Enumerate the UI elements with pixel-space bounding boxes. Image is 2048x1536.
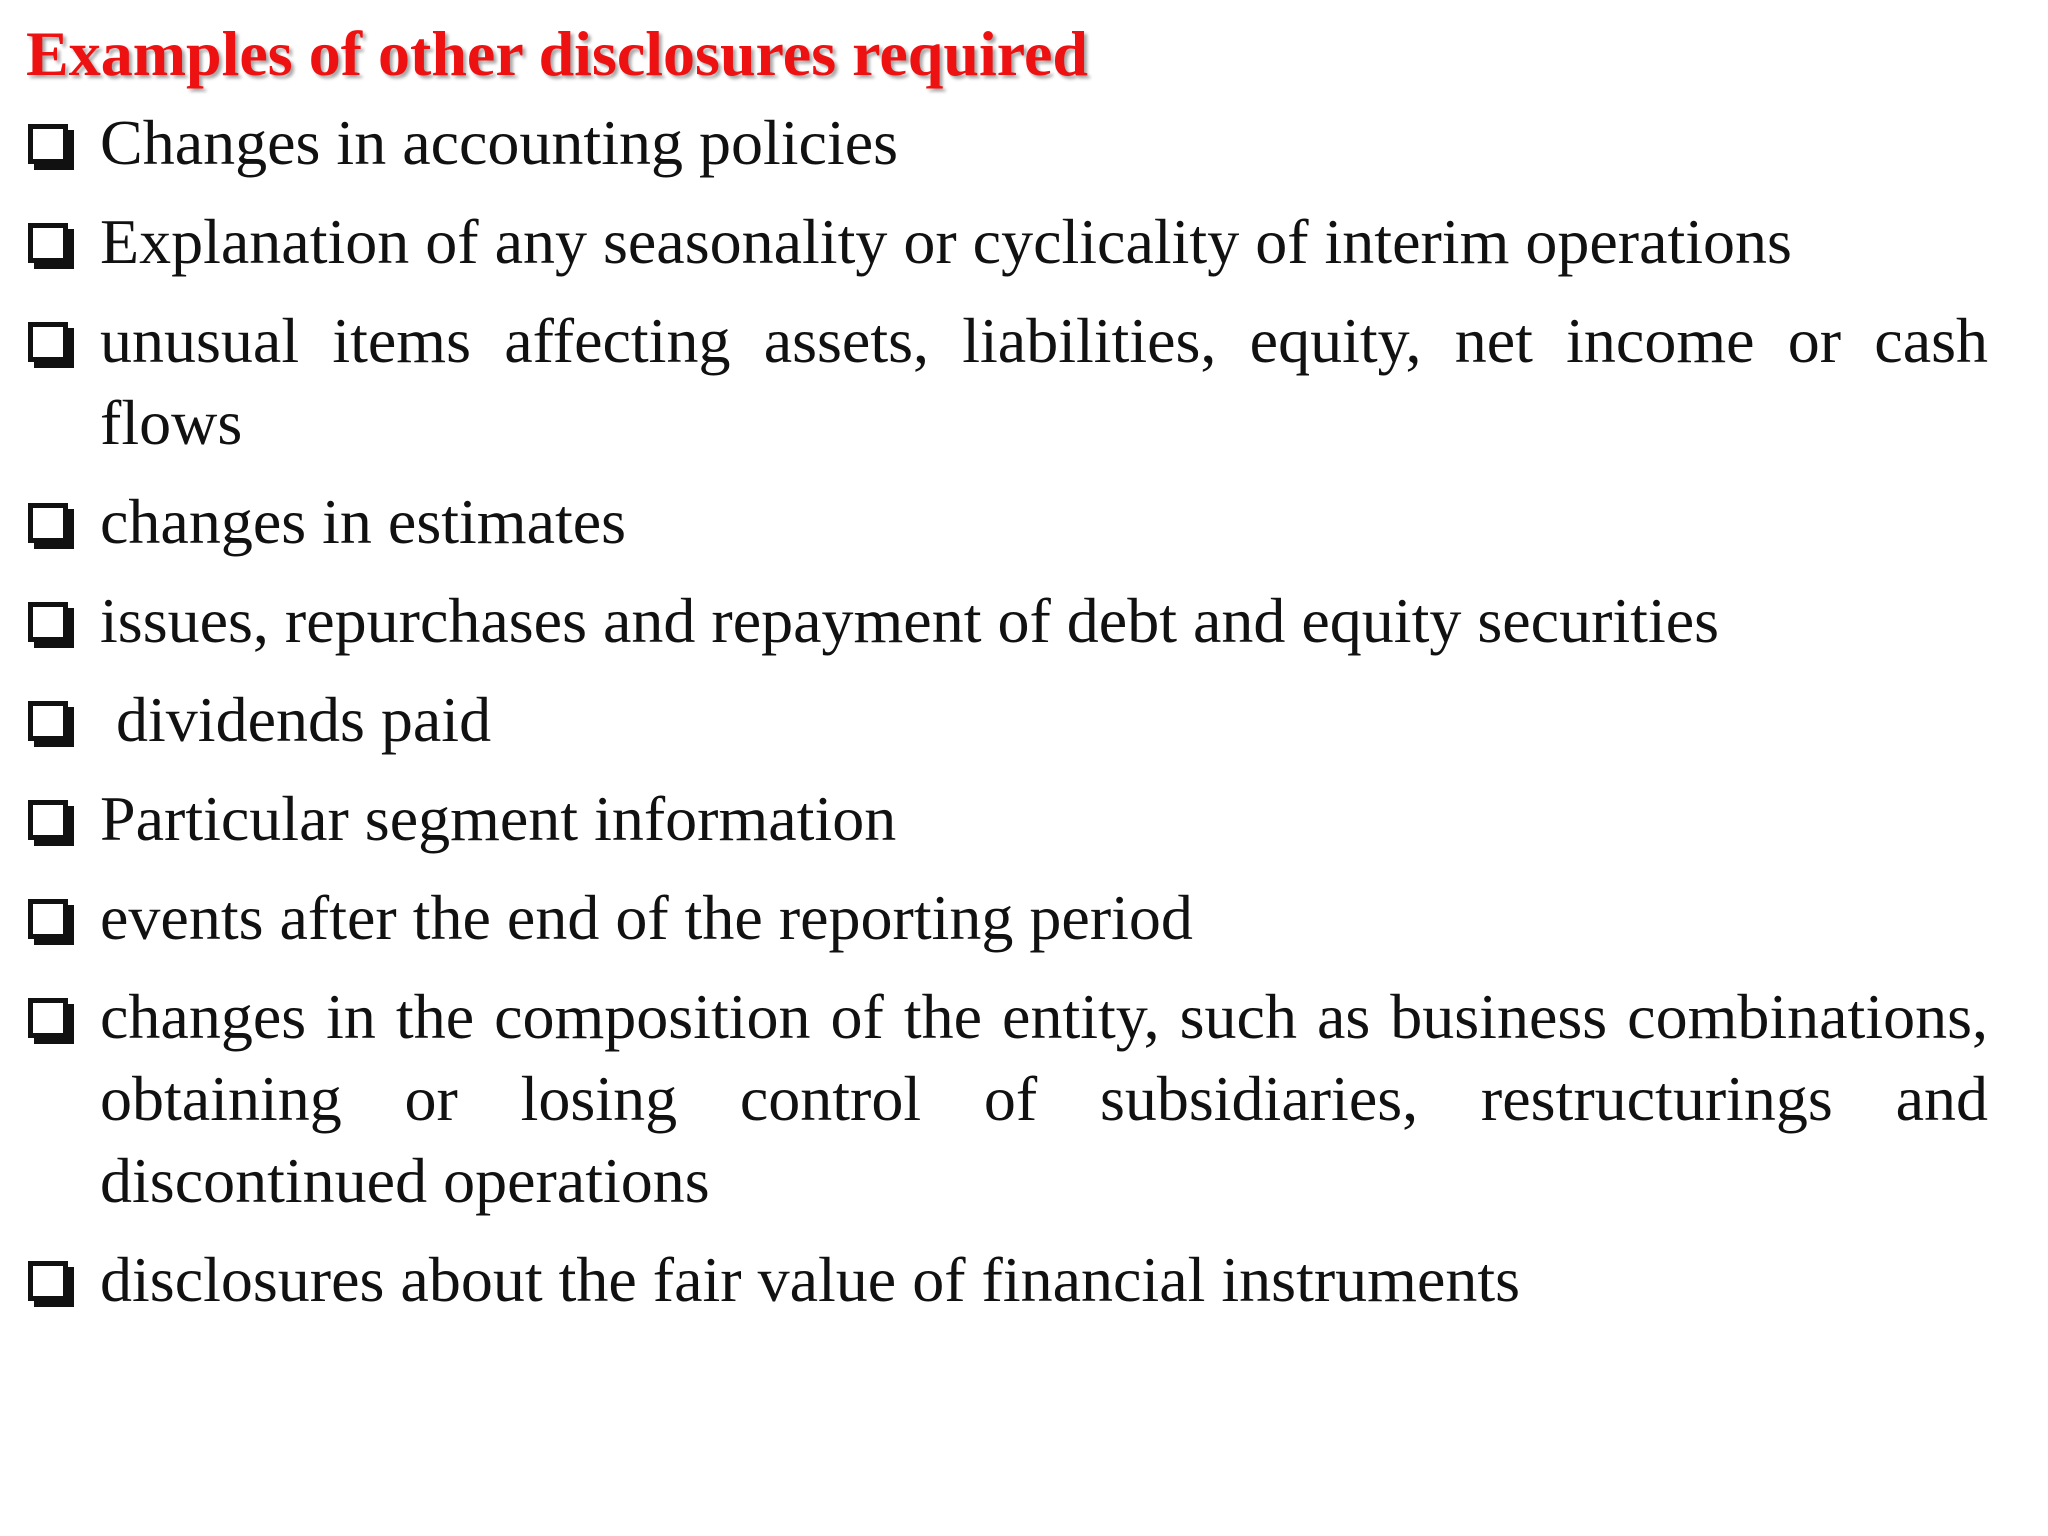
list-item bbox=[26, 300, 1988, 464]
list-item-text: issues, repurchases and repayment of debt and equity securities bbox=[100, 585, 1720, 656]
checkbox-square-icon bbox=[28, 701, 68, 741]
slide-title: Examples of other disclosures required bbox=[26, 18, 1088, 89]
checkbox-square-icon bbox=[28, 503, 68, 543]
list-item bbox=[26, 102, 1988, 184]
list-item bbox=[26, 679, 1988, 761]
list-item-text: Explanation of any seasonality or cyclicality of interim operations bbox=[100, 206, 1792, 277]
checkbox-square-icon bbox=[28, 322, 68, 362]
list-item bbox=[26, 580, 1988, 662]
list-item bbox=[26, 778, 1988, 860]
checkbox-square-icon bbox=[28, 223, 68, 263]
list-item-text: changes in estimates bbox=[100, 486, 627, 557]
list-item bbox=[26, 877, 1988, 959]
disclosure-list bbox=[26, 102, 2040, 1321]
list-item-text: changes in the composition of the entity, such as business combinations, obtaining or losing control of subsidiaries, restructurings and discontinued operations bbox=[100, 981, 1988, 1216]
checkbox-square-icon bbox=[28, 800, 68, 840]
checkbox-square-icon bbox=[28, 1261, 68, 1301]
list-item-text: events after the end of the reporting period bbox=[100, 882, 1193, 953]
list-item-text: Particular segment information bbox=[100, 783, 897, 854]
list-item-text: disclosures about the fair value of financial instruments bbox=[100, 1244, 1521, 1315]
checkbox-square-icon bbox=[28, 602, 68, 642]
list-item bbox=[26, 201, 1988, 283]
checkbox-square-icon bbox=[28, 998, 68, 1038]
list-item-text: dividends paid bbox=[116, 684, 492, 755]
list-item bbox=[26, 976, 1988, 1222]
list-item bbox=[26, 1239, 1988, 1321]
list-item-text: unusual items affecting assets, liabilities, equity, net income or cash flows bbox=[100, 305, 1988, 458]
list-item-text: Changes in accounting policies bbox=[100, 107, 899, 178]
checkbox-square-icon bbox=[28, 124, 68, 164]
checkbox-square-icon bbox=[28, 899, 68, 939]
list-item bbox=[26, 481, 1988, 563]
